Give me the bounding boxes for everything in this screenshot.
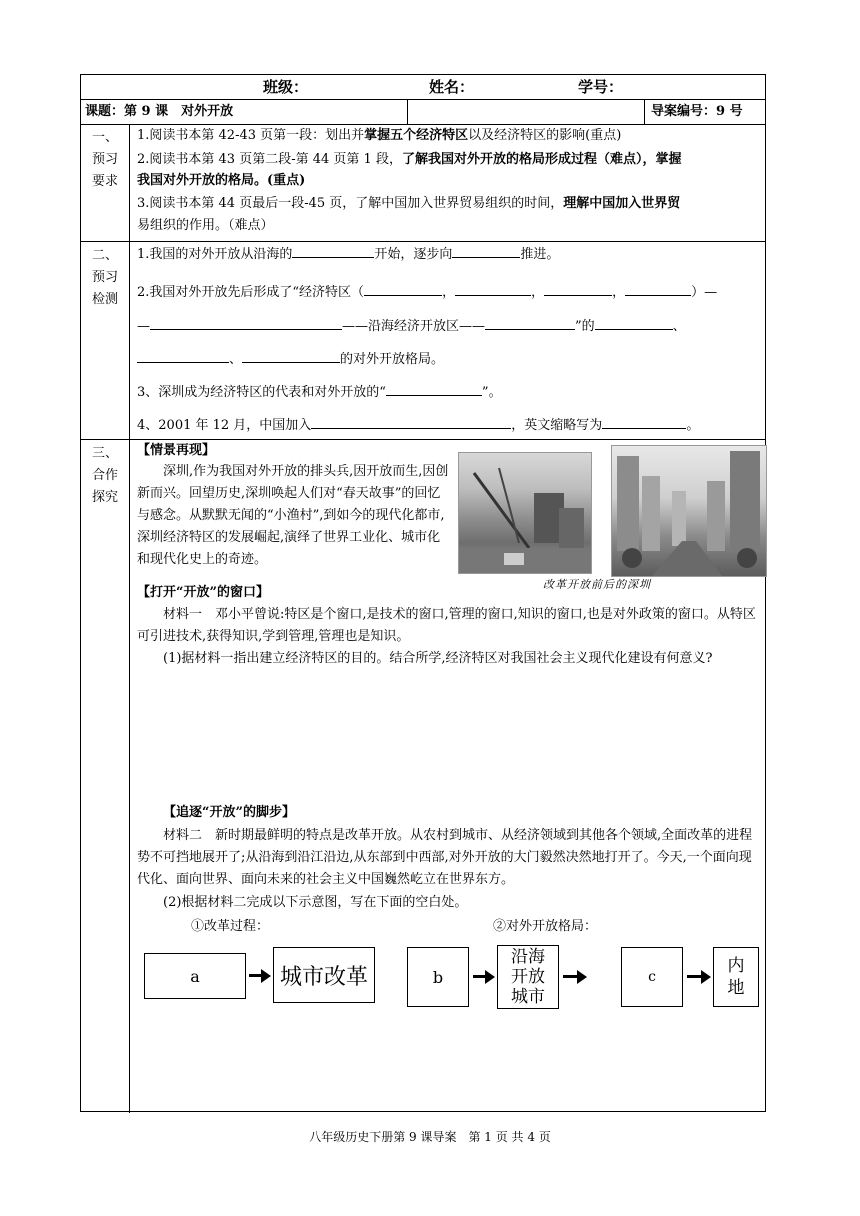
section3-label: 三、 合作 探究 [91, 446, 118, 505]
coastal-open-cities-box: 沿海 开放 城市 [497, 945, 559, 1009]
guide-number: 导案编号：9 号 [651, 104, 743, 119]
column-divider [129, 124, 130, 1113]
window-title: 【打开“开放”的窗口】 [137, 585, 269, 600]
class-label: 班级： [263, 78, 309, 96]
name-label: 姓名： [429, 78, 475, 96]
column-divider [407, 99, 408, 124]
student-id-label: 学号： [578, 78, 624, 96]
row-divider [81, 99, 765, 100]
reform-arrowhead [261, 969, 271, 983]
check-question-2-line2: — ——沿海经济开放区—— ”的 、 [137, 315, 686, 337]
prereading-item-3: 3.阅读书本第 44 页最后一段-45 页，了解中国加入世界贸易组织的时间，理解中国加入世界贸 [137, 196, 681, 211]
scene-text: 深圳,作为我国对外开放的排头兵,因开放而生,因创新而兴。回望历史,深圳唤起人们对“春天故事”的回忆与感念。从默默无闻的“小渔村”,到如今的现代化都市,深圳经济特区的发展崛起,演绎了世界工业化、城市化和现代化史上的奇迹。 [137, 464, 449, 567]
opening-box-c: c [621, 947, 683, 1007]
section2-label: 二、 预习 检测 [91, 248, 118, 307]
check-question-2-line3: 、 的对外开放格局。 [137, 348, 444, 370]
opening-box-b: b [407, 947, 469, 1007]
material-1: 材料一 邓小平曾说:特区是个窗口,是技术的窗口,管理的窗口,知识的窗口,也是对外政策的窗口。从特区可引进技术,获得知识,学到管理,管理也是知识。 [137, 607, 756, 644]
prereading-item-2: 2.阅读书本第 43 页第二段-第 44 页第 1 段，了解我国对外开放的格局形成过程（难点），掌握 [137, 152, 682, 167]
material-2: 材料二 新时期最鲜明的特点是改革开放。从农村到城市、从经济领域到其他各个领域,全面改革的进程势不可挡地展开了;从沿海到沿江沿边,从东部到中西部,对外开放的大门毅然决然地打开了。今天,一个面向现代化、面向世界、面向未来的社会主义中国巍然屹立在世界东方。 [137, 828, 753, 887]
reform-diagram-label: ①改革过程： [191, 919, 270, 934]
row-divider [81, 439, 765, 440]
prereading-item-2-cont: 我国对外开放的格局。(重点) [137, 173, 306, 188]
question-2: (2)根据材料二完成以下示意图，写在下面的空白处。 [163, 895, 468, 910]
steps-title: 【追逐“开放”的脚步】 [163, 805, 295, 820]
modern-shenzhen-photo [611, 445, 767, 577]
column-divider [644, 99, 645, 124]
prereading-item-1: 1.阅读书本第 42-43 页第一段：划出并掌握五个经济特区以及经济特区的影响(重点) [137, 128, 622, 143]
check-question-1: 1.我国的对外开放从沿海的 开始，逐步向 推进。 [137, 243, 559, 265]
question-1: (1)据材料一指出建立经济特区的目的。结合所学,经济特区对我国社会主义现代化建设有何意义? [163, 651, 713, 666]
row-divider [81, 241, 765, 242]
reform-box-a: a [144, 953, 246, 999]
row-divider [81, 124, 765, 125]
city-reform-box: 城市改革 [273, 947, 375, 1003]
topic-label: 课题：第 9 课 对外开放 [85, 104, 234, 119]
opening-arrowhead-3 [701, 970, 711, 984]
prereading-item-3-cont: 易组织的作用。（难点） [137, 218, 274, 233]
old-shenzhen-photo [458, 452, 592, 574]
worksheet-table [80, 74, 766, 1112]
inland-box: 内 地 [713, 947, 759, 1007]
opening-arrowhead-1 [485, 970, 495, 984]
photo-caption: 改革开放前后的深圳 [543, 578, 651, 591]
check-question-4: 4、2001 年 12 月，中国加入 ，英文缩略写为 。 [137, 414, 699, 436]
scene-title: 【情景再现】 [137, 443, 216, 458]
opening-diagram-label: ②对外开放格局： [493, 919, 598, 934]
check-question-2: 2.我国对外开放先后形成了“经济特区（ ， ， ， ）— [137, 281, 717, 303]
opening-arrowhead-2 [577, 970, 587, 984]
section1-label: 一、 预习 要求 [91, 130, 118, 189]
check-question-3: 3、深圳成为经济特区的代表和对外开放的“ ”。 [137, 381, 502, 403]
page-footer: 八年级历史下册第 9 课导案 第 1 页 共 4 页 [309, 1130, 551, 1144]
